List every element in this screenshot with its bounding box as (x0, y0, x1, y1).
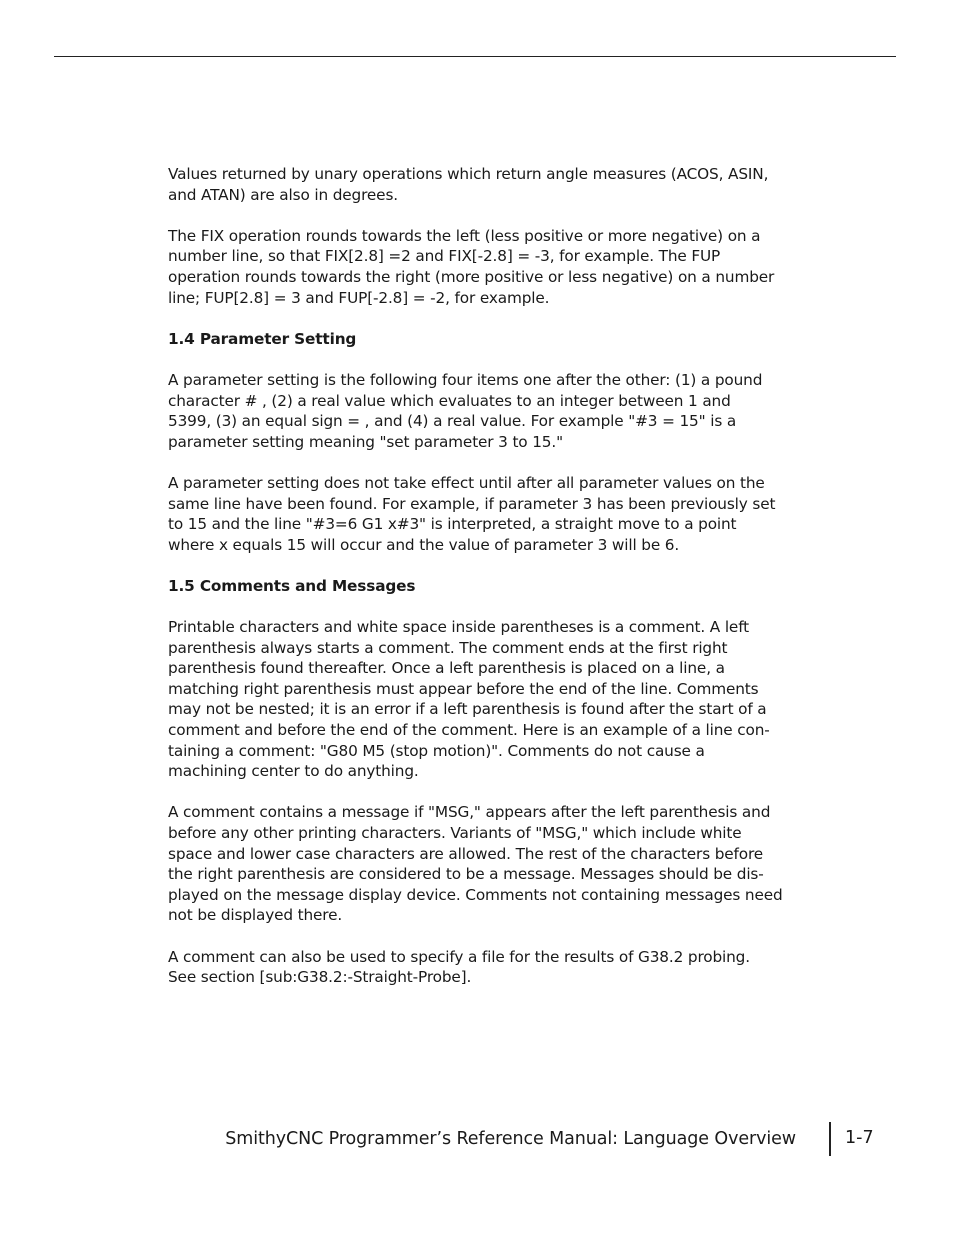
page-body (168, 164, 788, 1008)
section-heading-parameter-setting: 1.4 Parameter Setting (168, 329, 357, 348)
paragraph-angle-units: Values returned by unary operations which return angle measures (ACOS, ASIN, and ATAN) are also in degrees. (168, 165, 769, 204)
paragraph-parameter-effect: A parameter setting does not take effect until after all parameter values on the same line have been found. For example, if parameter 3 has been previously set to 15 and the line "#3=6 G1 x#3" is interpreted, a straight move to a point where x equals 15 will occur and the value of parameter 3 will be 6. (168, 473, 776, 554)
paragraph-messages: A comment contains a message if "MSG," appears after the left parenthesis and before any other printing characters. Variants of "MSG," which include white space and lower case characters are allowed. The rest of the characters before the right parenthesis are considered to be a message. Messages should be dis- played on the message display device. Comments not containing messages need not be displayed there. (168, 803, 783, 925)
section-heading-comments-messages: 1.5 Comments and Messages (168, 576, 416, 595)
paragraph-parameter-definition: A parameter setting is the following four items one after the other: (1) a pound character # , (2) a real value which evaluates to an integer between 1 and 5399, (3) an equal sign = , and (4) a real value. For example "#3 = 15" is a parameter setting meaning "set parameter 3 to 15." (168, 370, 763, 451)
paragraph-probe-file: A comment can also be used to specify a file for the results of G38.2 probing. See section [sub:G38.2:-Straight-Probe]. (168, 947, 750, 987)
paragraph-comments: Printable characters and white space inside parentheses is a comment. A left parenthesis always starts a comment. The comment ends at the first right parenthesis found thereafter. Once a left parenthesis is placed on a line, a matching right parenthesis must appear before the end of the line. Comments may not be nested; it is an error if a left parenthesis is found after the start of a comment and before the end of the comment. Here is an example of a line con- taining a comment: "G80 M5 (stop motion)". Comments do not cause a machining center to do anything. (168, 618, 770, 781)
header-rule (54, 56, 896, 57)
footer-manual-title: SmithyCNC Programmer’s Reference Manual: Language Overview (225, 1129, 796, 1149)
page-number: 1-7 (845, 1128, 874, 1148)
footer-divider (829, 1122, 831, 1156)
paragraph-fix-fup: The FIX operation rounds towards the left (less positive or more negative) on a number line, so that FIX[2.8] =2 and FIX[-2.8] = -3, for example. The FUP operation rounds towards the right (more positive or less negative) on a number line; FUP[2.8] = 3 and FUP[-2.8] = -2, for example. (168, 226, 775, 307)
